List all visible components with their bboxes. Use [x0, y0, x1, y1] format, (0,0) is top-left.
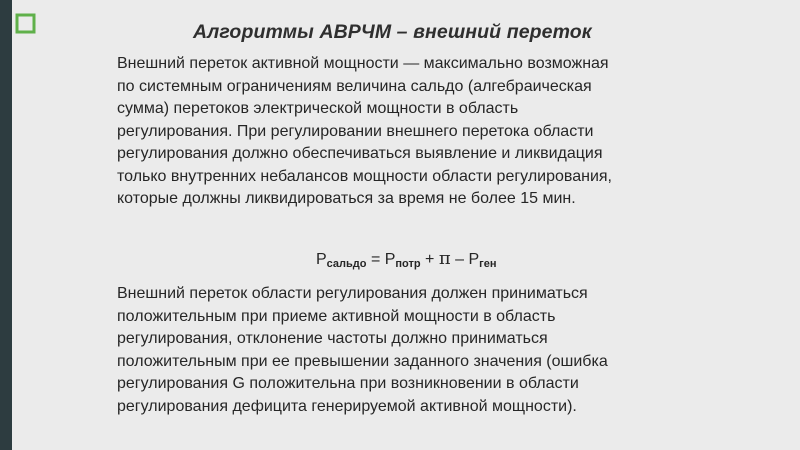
left-sidebar-bar	[0, 0, 12, 450]
paragraph-line: Внешний переток активной мощности — максимально возможная	[117, 55, 609, 72]
paragraph-line: положительным при приеме активной мощности в область	[117, 307, 556, 325]
paragraph-line: Внешний переток области регулирования должен приниматься	[117, 285, 588, 302]
paragraph-line: регулирования G положительна при возникновении в области	[117, 375, 579, 392]
paragraph-line: регулирования дефицита генерируемой активной мощности).	[117, 397, 577, 415]
paragraph-line: по системным ограничениям величина сальдо (алгебраическая	[117, 77, 592, 95]
formula-equals: =	[366, 251, 385, 268]
formula-plus: +	[420, 251, 439, 268]
paragraph-line: которые должны ликвидироваться за время не более 15 мин.	[117, 190, 576, 207]
formula-term2: P	[468, 251, 480, 268]
paragraph-line: регулирования должно обеспечиваться выявление и ликвидация	[117, 145, 603, 162]
balance-formula	[316, 248, 497, 270]
formula-term2-subscript: ген	[479, 258, 497, 270]
formula-lhs: P	[316, 251, 327, 268]
formula-lhs-subscript: сальдо	[326, 258, 367, 270]
green-square-outline-icon	[15, 13, 37, 35]
paragraph-line: регулирования. При регулировании внешнего перетока области	[117, 122, 594, 140]
slide-title: Алгоритмы АВРЧМ – внешний переток	[193, 21, 592, 43]
formula-pi-symbol: π	[438, 248, 451, 269]
paragraph-line: регулирования, отклонение частоты должно приниматься	[117, 330, 548, 347]
definition-paragraph	[117, 53, 777, 211]
paragraph-line: положительным при ее превышении заданного значения (ошибка	[117, 352, 608, 370]
paragraph-line: сумма) перетоков электрической мощности в область	[117, 100, 519, 117]
formula-term1-subscript: потр	[395, 258, 421, 270]
paragraph-line: только внутренних небалансов мощности области регулирования,	[117, 167, 612, 185]
formula-minus: –	[450, 251, 469, 268]
sign-convention-paragraph	[117, 283, 777, 418]
formula-term1: P	[384, 251, 396, 268]
